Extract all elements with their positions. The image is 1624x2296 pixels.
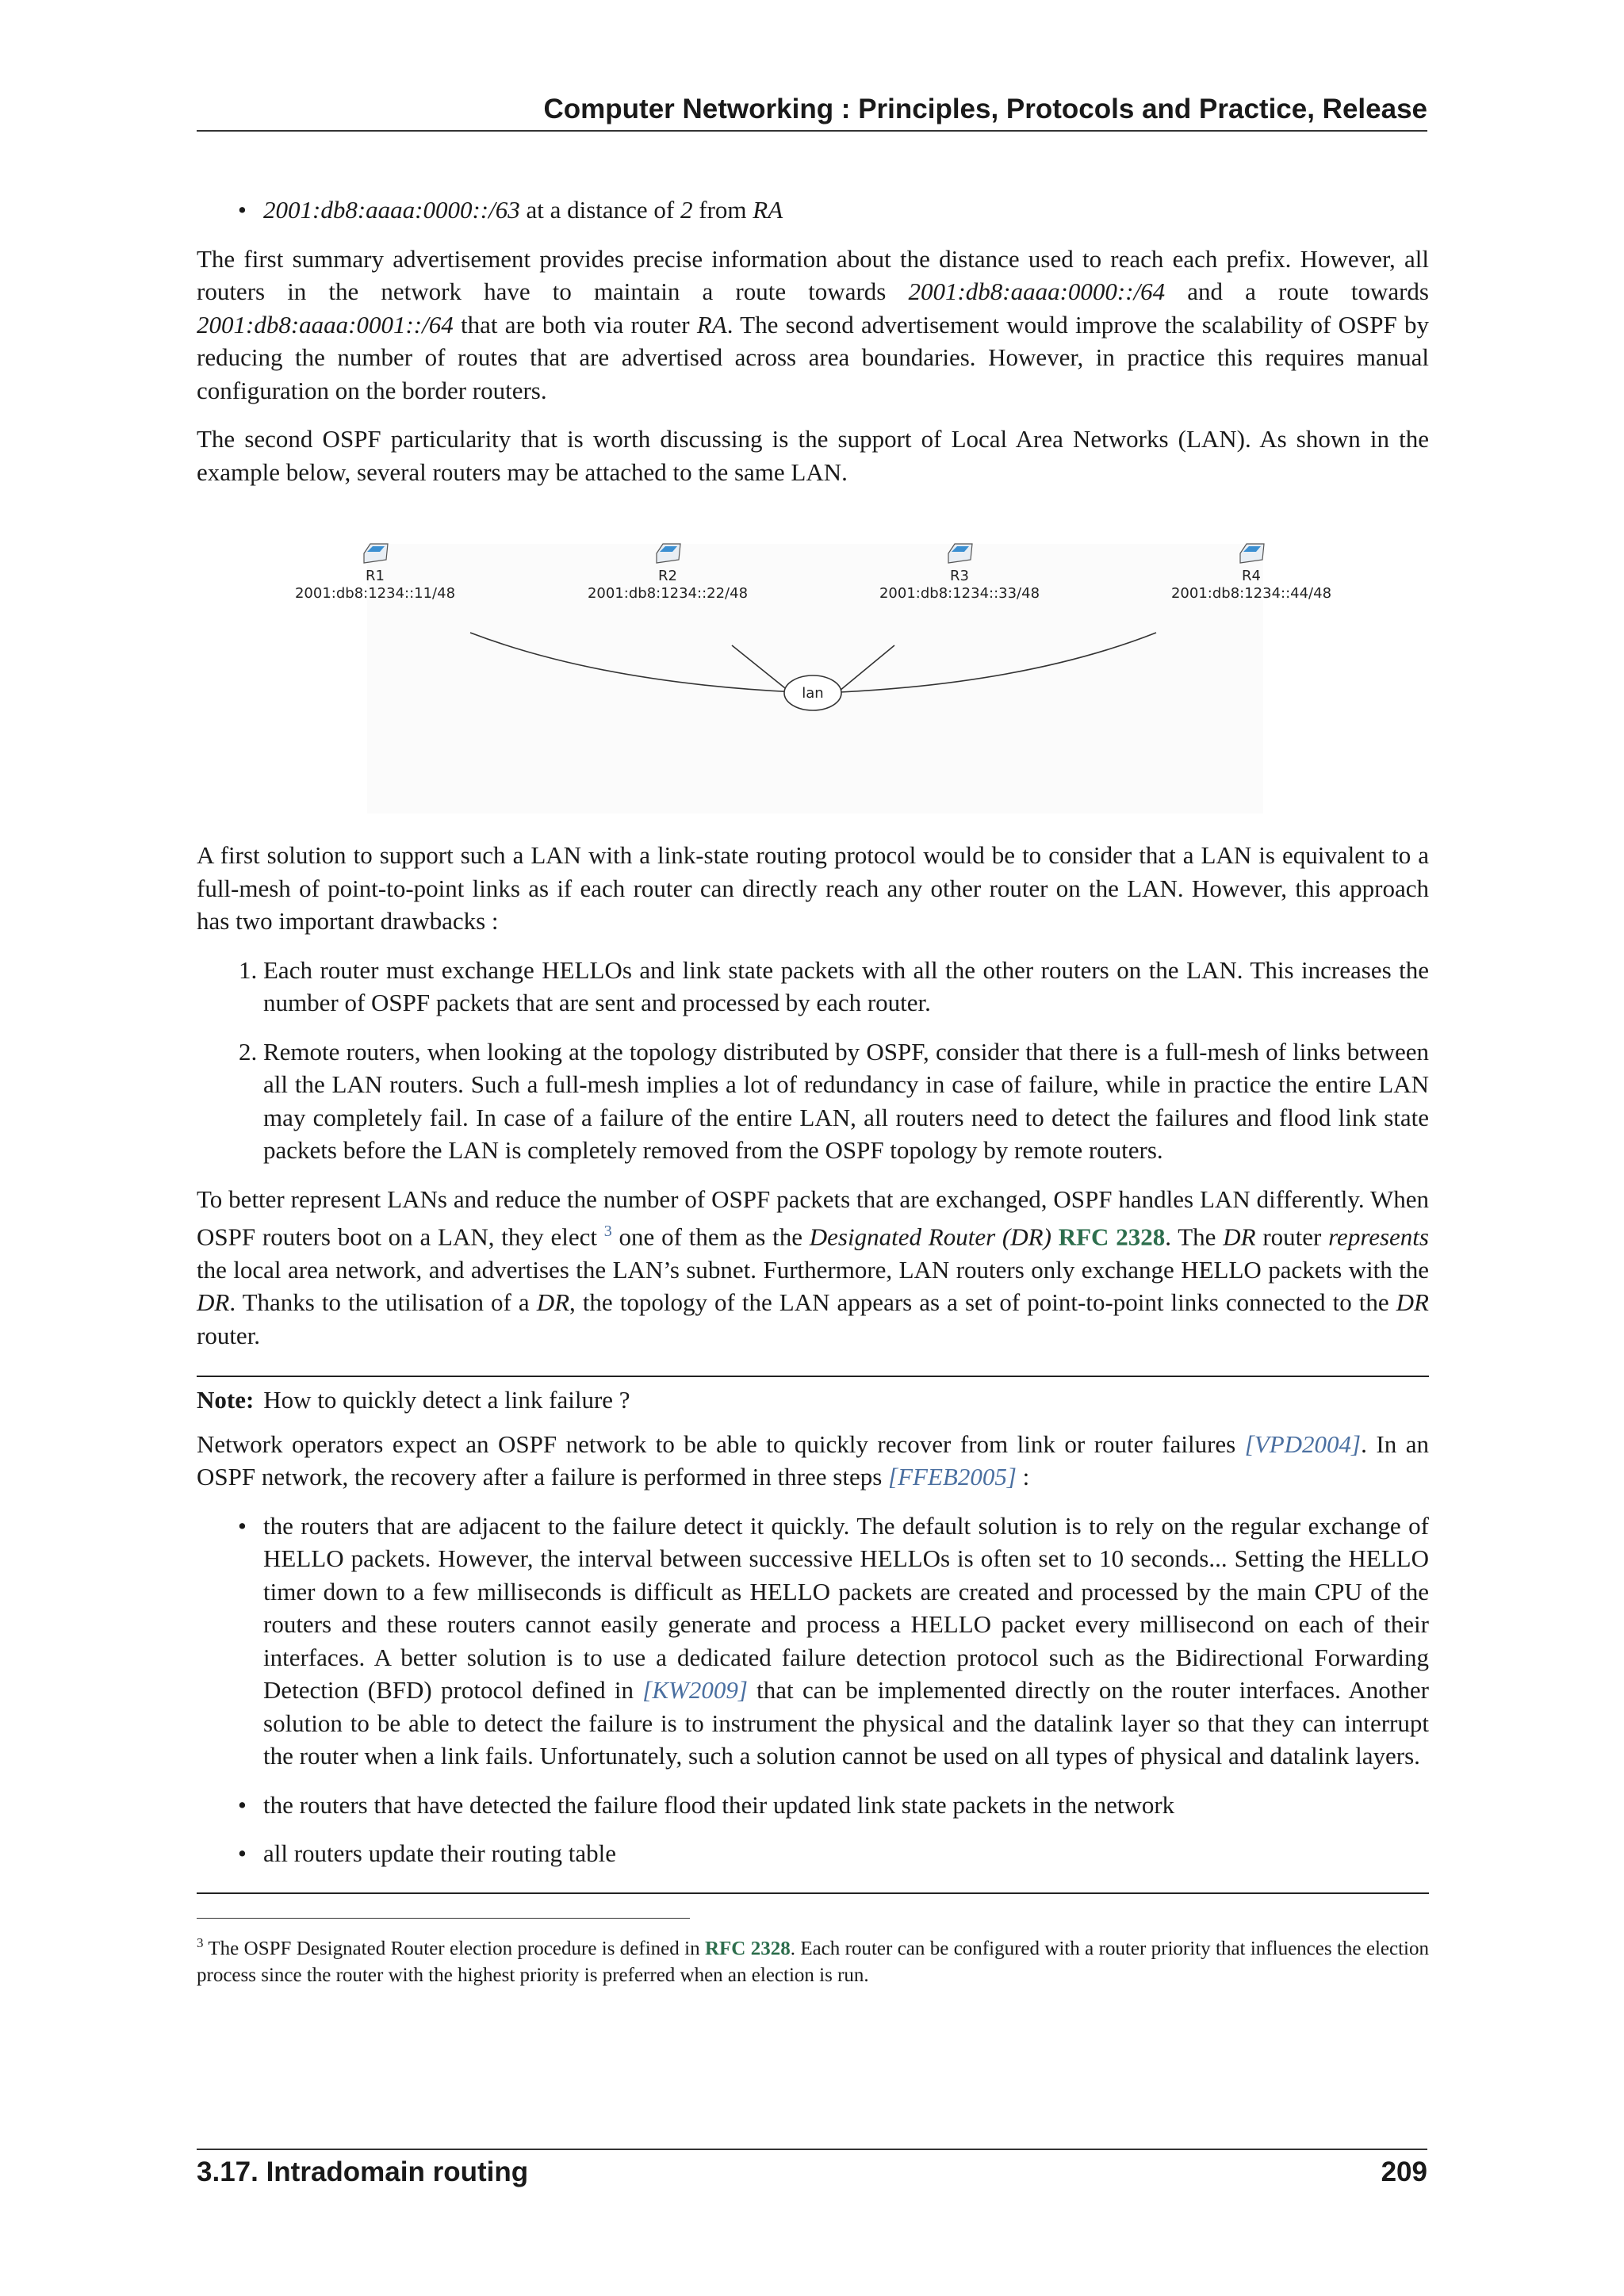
- lan-label: lan: [802, 685, 824, 702]
- paragraph-summary: The first summary advertisement provides precise information about the distance used to reach each prefix. However, all routers in the network have to maintain a route towards 2001:db8:aaaa:0000::/64 and a route towards 2001:db8:aaaa:0001::/64 that are both via router RA. The second advertisement would improve the scalability of OSPF by reducing the number of routes that are advertised across area boundaries. However, in practice this requires manual configuration on the border routers.: [197, 244, 1429, 404]
- rfc-link[interactable]: RFC 2328: [1058, 1223, 1166, 1251]
- note-box: [197, 1376, 1429, 1894]
- paragraph-lan-intro: The second OSPF particularity that is worth discussing is the support of Local Area Networks (LAN). As shown in the example below, several routers may be attached to the same LAN.: [197, 425, 1429, 486]
- running-header: [197, 89, 1427, 132]
- summary-list: [197, 193, 1429, 227]
- page-number: 209: [1381, 2156, 1427, 2187]
- footnote: $^3$ The OSPF Designated Router election procedure is defined in RFC 2328. Each router can be configured with a router priority that influences the election process since the router with the highest priority is preferred when an election is run.: [197, 1934, 1429, 1987]
- router-address: 2001:db8:1234::33/48: [879, 585, 1040, 602]
- list-item: • 2001:db8:aaaa:0000::/63 at a distance of 2 from RA: [263, 193, 1429, 227]
- paragraph-designated-router: To better represent LANs and reduce the number of OSPF packets that are exchanged, OSPF handles LAN differently. When OSPF routers boot on a LAN, they elect $^3$ one of them as the Designated Router (DR) RFC 2328. The DR router represents the local area network, and advertises the LAN’s subnet. Furthermore, LAN routers only exchange HELLO packets with the DR. Thanks to the utilisation of a DR, the topology of the LAN appears as a set of point-to-point links connected to the DR router.: [197, 1184, 1429, 1349]
- footnote-rule: [197, 1918, 690, 1919]
- router-name: R4: [1242, 568, 1261, 584]
- list-item: • the routers that are adjacent to the failure detect it quickly. The default solution is to rely on the regular exchange of HELLO packets. However, the interval between successive HELLOs is often set to 10 seconds... Setting the HELLO timer down to a few milliseconds is difficult as HELLO packets are created and processed by the main CPU of the routers and these routers cannot easily generate and process a HELLO packet every millisecond on each of their interfaces. A better solution is to use a dedicated failure detection protocol such as the Bidirectional Forwarding Detection (BFD) protocol defined in [KW2009] that can be implemented directly on the router interfaces. Another solution to be able to detect the failure is to instrument the physical and the datalink layer so that they can interrupt the router when a link fails. Unfortunately, such a solution cannot be used on all types of physical and datalink layers.: [263, 1510, 1429, 1773]
- drawbacks-list: [197, 954, 1429, 1167]
- router-address: 2001:db8:1234::44/48: [1170, 585, 1332, 602]
- rfc-link[interactable]: RFC 2328: [704, 1938, 791, 1960]
- router-name: R1: [366, 568, 385, 584]
- router-address: 2001:db8:1234::11/48: [294, 585, 456, 602]
- citation-link[interactable]: [FFEB2005]: [888, 1463, 1017, 1491]
- section-title: 3.17. Intradomain routing: [197, 2156, 529, 2187]
- list-item: 1. Each router must exchange HELLOs and link state packets with all the other routers on the LAN. This increases the number of OSPF packets that are sent and processed by each router.: [263, 954, 1429, 1020]
- recovery-steps-list: [197, 1510, 1429, 1870]
- list-item: • the routers that have detected the failure flood their updated link state packets in the network: [263, 1789, 1429, 1822]
- paragraph-full-mesh: A first solution to support such a LAN with a link-state routing protocol would be to consider that a LAN is equivalent to a full-mesh of point-to-point links as if each router can directly reach any other router on the LAN. However, this approach has two important drawbacks :: [197, 841, 1429, 935]
- router-address: 2001:db8:1234::22/48: [587, 585, 749, 602]
- citation-link[interactable]: [KW2009]: [642, 1676, 748, 1705]
- router-name: R3: [950, 568, 969, 584]
- citation-link[interactable]: [VPD2004]: [1244, 1429, 1362, 1458]
- note-paragraph: Network operators expect an OSPF network to be able to quickly recover from link or router failures [VPD2004]. In an OSPF network, the recovery after a failure is performed in three steps [FFEB2005] :: [197, 1429, 1429, 1491]
- book-title: Computer Networking : Principles, Protocols and Practice, Release: [543, 94, 1427, 124]
- note-title: Note: How to quickly detect a link failure ?: [197, 1386, 630, 1414]
- router-name: R2: [658, 568, 677, 584]
- footnote-ref: 3: [603, 1223, 612, 1240]
- lan-figure: [197, 512, 1429, 829]
- page-body: [197, 193, 1429, 2005]
- list-item: 2. Remote routers, when looking at the topology distributed by OSPF, consider that there is a full-mesh of links between all the LAN routers. Such a full-mesh implies a lot of redundancy in case of failure, while in practice the entire LAN may completely fail. In case of a failure of the entire LAN, all routers need to detect the failures and flood link state packets before the LAN is completely removed from the OSPF topology by remote routers.: [263, 1035, 1429, 1167]
- running-footer: [197, 2149, 1427, 2191]
- lan-diagram: [197, 512, 1429, 829]
- list-item: • all routers update their routing table: [263, 1837, 1429, 1870]
